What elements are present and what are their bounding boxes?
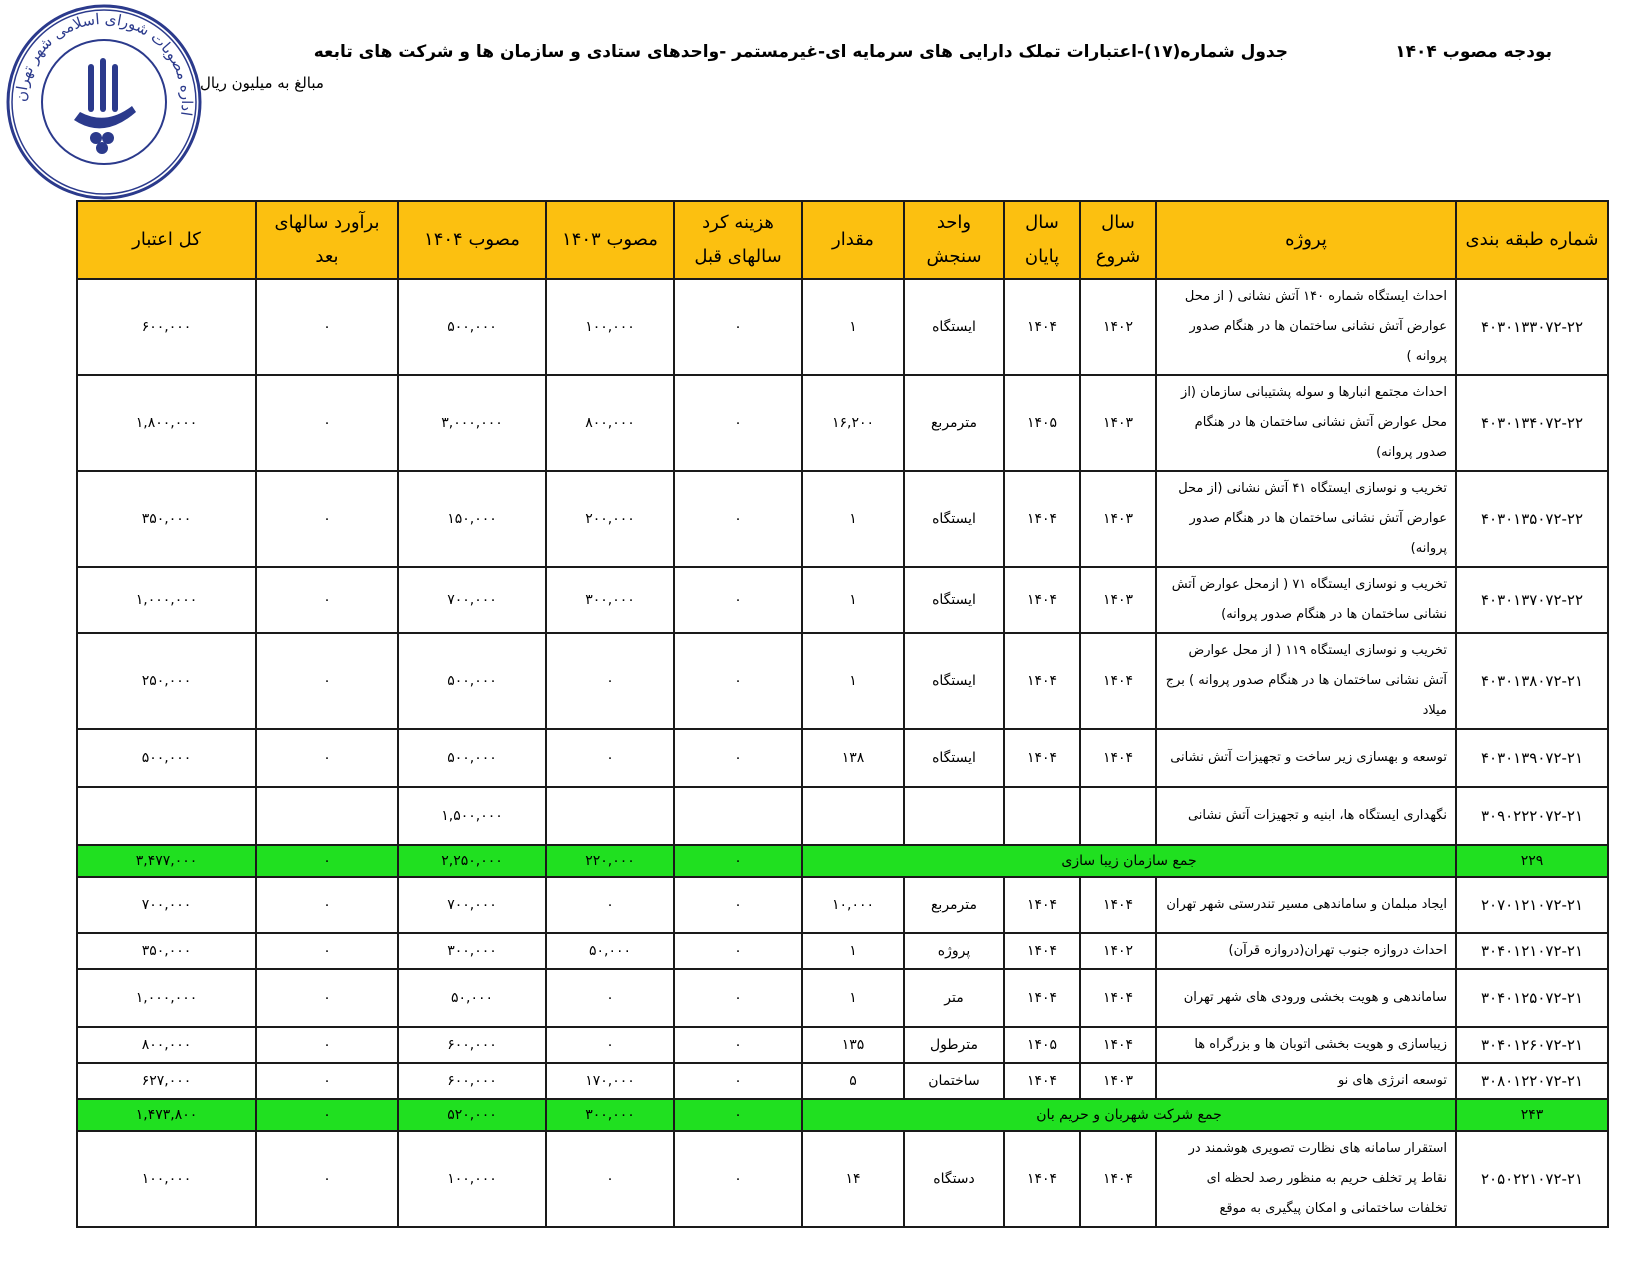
seal-emblem-icon xyxy=(74,58,136,154)
table-row xyxy=(77,375,1608,471)
classification-code: ۲۰۵۰۲۲۱۰۷۲-۲۱ xyxy=(1456,1131,1608,1227)
approved-1404: ۳,۰۰۰,۰۰۰ xyxy=(398,375,546,471)
table-row xyxy=(77,787,1608,845)
quantity: ۱ xyxy=(802,567,904,633)
approved-1403: ۰ xyxy=(546,1131,674,1227)
table-row xyxy=(77,567,1608,633)
classification-code: ۴۰۳۰۱۳۵۰۷۲-۲۲ xyxy=(1456,471,1608,567)
end-year: ۱۴۰۴ xyxy=(1004,471,1080,567)
prev-spending: ۰ xyxy=(674,933,802,969)
table-row xyxy=(77,633,1608,729)
start-year: ۱۴۰۳ xyxy=(1080,1063,1156,1099)
end-year: ۱۴۰۴ xyxy=(1004,633,1080,729)
approved-1404: ۵۰۰,۰۰۰ xyxy=(398,729,546,787)
measure-unit: مترمربع xyxy=(904,375,1004,471)
approved-1404: ۷۰۰,۰۰۰ xyxy=(398,567,546,633)
classification-code: ۴۰۳۰۱۳۸۰۷۲-۲۱ xyxy=(1456,633,1608,729)
project-name: احداث ایستگاه شماره ۱۴۰ آتش نشانی ( از محل عوارض آتش نشانی ساختمان ها در هنگام صدور پروانه ) xyxy=(1156,279,1456,375)
quantity: ۱۳۸ xyxy=(802,729,904,787)
start-year: ۱۴۰۴ xyxy=(1080,1131,1156,1227)
total-credit: ۱,۸۰۰,۰۰۰ xyxy=(77,375,256,471)
total-credit: ۸۰۰,۰۰۰ xyxy=(77,1027,256,1063)
start-year: ۱۴۰۴ xyxy=(1080,1027,1156,1063)
start-year: ۱۴۰۳ xyxy=(1080,567,1156,633)
approved-1403: ۰ xyxy=(546,729,674,787)
approved-1403: ۵۰,۰۰۰ xyxy=(546,933,674,969)
project-name: احداث دروازه جنوب تهران(دروازه قرآن) xyxy=(1156,933,1456,969)
classification-code: ۴۰۳۰۱۳۳۰۷۲-۲۲ xyxy=(1456,279,1608,375)
approved-1403: ۸۰۰,۰۰۰ xyxy=(546,375,674,471)
prev-spending: ۰ xyxy=(674,969,802,1027)
future-estimate: ۰ xyxy=(256,1099,398,1131)
column-header: سال پایان xyxy=(1004,201,1080,279)
future-estimate: ۰ xyxy=(256,567,398,633)
table-row xyxy=(77,729,1608,787)
project-name: ایجاد مبلمان و ساماندهی مسیر تندرستی شهر تهران xyxy=(1156,877,1456,933)
column-header: سال شروع xyxy=(1080,201,1156,279)
project-name: تخریب و نوسازی ایستگاه ۷۱ ( ازمحل عوارض آتش نشانی ساختمان ها در هنگام صدور پروانه) xyxy=(1156,567,1456,633)
quantity: ۱ xyxy=(802,969,904,1027)
classification-code: ۴۰۳۰۱۳۷۰۷۲-۲۲ xyxy=(1456,567,1608,633)
future-estimate: ۰ xyxy=(256,279,398,375)
classification-code: ۳۰۴۰۱۲۶۰۷۲-۲۱ xyxy=(1456,1027,1608,1063)
measure-unit: ساختمان xyxy=(904,1063,1004,1099)
approved-1403: ۰ xyxy=(546,633,674,729)
measure-unit: مترطول xyxy=(904,1027,1004,1063)
approved-1403: ۱۷۰,۰۰۰ xyxy=(546,1063,674,1099)
end-year: ۱۴۰۴ xyxy=(1004,279,1080,375)
approved-1404: ۶۰۰,۰۰۰ xyxy=(398,1027,546,1063)
subtotal-label: جمع سازمان زیبا سازی xyxy=(802,845,1456,877)
measure-unit: ایستگاه xyxy=(904,633,1004,729)
approved-1404: ۵۰۰,۰۰۰ xyxy=(398,279,546,375)
start-year: ۱۴۰۴ xyxy=(1080,633,1156,729)
end-year: ۱۴۰۴ xyxy=(1004,877,1080,933)
measure-unit: ایستگاه xyxy=(904,279,1004,375)
prev-spending: ۰ xyxy=(674,1027,802,1063)
total-credit: ۵۰۰,۰۰۰ xyxy=(77,729,256,787)
classification-code: ۴۰۳۰۱۳۴۰۷۲-۲۲ xyxy=(1456,375,1608,471)
page-title: جدول شماره(۱۷)-اعتبارات تملک دارایی های سرمایه ای-غیرمستمر -واحدهای ستادی و سازمان ها و شرکت های تابعه xyxy=(313,42,1288,62)
future-estimate: ۰ xyxy=(256,633,398,729)
measure-unit: پروژه xyxy=(904,933,1004,969)
classification-code: ۳۰۸۰۱۲۲۰۷۲-۲۱ xyxy=(1456,1063,1608,1099)
project-name: استقرار سامانه های نظارت تصویری هوشمند در نقاط پر تخلف حریم به منظور رصد لحظه ای تخلفات ساختمانی و امکان پیگیری به موقع xyxy=(1156,1131,1456,1227)
future-estimate: ۰ xyxy=(256,969,398,1027)
approved-1404: ۱,۵۰۰,۰۰۰ xyxy=(398,787,546,845)
table-row xyxy=(77,1027,1608,1063)
measure-unit: متر xyxy=(904,969,1004,1027)
start-year: ۱۴۰۳ xyxy=(1080,471,1156,567)
project-name: تخریب و نوسازی ایستگاه ۴۱ آتش نشانی (از محل عوارض آتش نشانی ساختمان ها در هنگام صدور پروانه) xyxy=(1156,471,1456,567)
quantity: ۱۰,۰۰۰ xyxy=(802,877,904,933)
classification-code: ۴۰۳۰۱۳۹۰۷۲-۲۱ xyxy=(1456,729,1608,787)
future-estimate: ۰ xyxy=(256,1131,398,1227)
quantity: ۱ xyxy=(802,279,904,375)
table-row xyxy=(77,471,1608,567)
start-year: ۱۴۰۳ xyxy=(1080,375,1156,471)
quantity: ۱۴ xyxy=(802,1131,904,1227)
total-credit xyxy=(77,787,256,845)
quantity: ۱۶,۲۰۰ xyxy=(802,375,904,471)
quantity xyxy=(802,787,904,845)
approved-1404: ۶۰۰,۰۰۰ xyxy=(398,1063,546,1099)
table-header-row xyxy=(77,201,1608,279)
future-estimate: ۰ xyxy=(256,845,398,877)
approved-1404: ۵۰۰,۰۰۰ xyxy=(398,633,546,729)
start-year: ۱۴۰۴ xyxy=(1080,729,1156,787)
measure-unit: ایستگاه xyxy=(904,471,1004,567)
total-credit: ۳,۴۷۷,۰۰۰ xyxy=(77,845,256,877)
measure-unit: ایستگاه xyxy=(904,729,1004,787)
prev-spending: ۰ xyxy=(674,279,802,375)
total-credit: ۱۰۰,۰۰۰ xyxy=(77,1131,256,1227)
project-name: ساماندهی و هویت بخشی ورودی های شهر تهران xyxy=(1156,969,1456,1027)
end-year: ۱۴۰۴ xyxy=(1004,729,1080,787)
total-credit: ۲۵۰,۰۰۰ xyxy=(77,633,256,729)
end-year: ۱۴۰۵ xyxy=(1004,375,1080,471)
quantity: ۱۳۵ xyxy=(802,1027,904,1063)
measure-unit: مترمربع xyxy=(904,877,1004,933)
seal-text: اداره مصوبات شورای اسلامی شهر تهران xyxy=(11,9,197,118)
approved-1404: ۱۰۰,۰۰۰ xyxy=(398,1131,546,1227)
total-credit: ۳۵۰,۰۰۰ xyxy=(77,933,256,969)
budget-table xyxy=(76,200,1609,1228)
start-year xyxy=(1080,787,1156,845)
total-credit: ۶۲۷,۰۰۰ xyxy=(77,1063,256,1099)
approved-1403: ۱۰۰,۰۰۰ xyxy=(546,279,674,375)
future-estimate: ۰ xyxy=(256,1063,398,1099)
table-row xyxy=(77,279,1608,375)
approved-1404: ۱۵۰,۰۰۰ xyxy=(398,471,546,567)
classification-code: ۳۰۹۰۲۲۲۰۷۲-۲۱ xyxy=(1456,787,1608,845)
quantity: ۵ xyxy=(802,1063,904,1099)
approved-1403 xyxy=(546,787,674,845)
classification-code: ۲۰۷۰۱۲۱۰۷۲-۲۱ xyxy=(1456,877,1608,933)
end-year: ۱۴۰۴ xyxy=(1004,567,1080,633)
approved-1403: ۰ xyxy=(546,969,674,1027)
measure-unit: دستگاه xyxy=(904,1131,1004,1227)
start-year: ۱۴۰۲ xyxy=(1080,933,1156,969)
approved-1403: ۲۰۰,۰۰۰ xyxy=(546,471,674,567)
classification-code: ۳۰۴۰۱۲۵۰۷۲-۲۱ xyxy=(1456,969,1608,1027)
approved-1403: ۳۰۰,۰۰۰ xyxy=(546,567,674,633)
end-year: ۱۴۰۴ xyxy=(1004,1131,1080,1227)
end-year: ۱۴۰۴ xyxy=(1004,1063,1080,1099)
total-credit: ۶۰۰,۰۰۰ xyxy=(77,279,256,375)
future-estimate: ۰ xyxy=(256,729,398,787)
total-credit: ۷۰۰,۰۰۰ xyxy=(77,877,256,933)
quantity: ۱ xyxy=(802,633,904,729)
project-name: احداث مجتمع انبارها و سوله پشتیبانی سازمان (از محل عوارض آتش نشانی ساختمان ها در هنگام صدور پروانه) xyxy=(1156,375,1456,471)
measure-unit xyxy=(904,787,1004,845)
prev-spending: ۰ xyxy=(674,845,802,877)
total-credit: ۱,۰۰۰,۰۰۰ xyxy=(77,567,256,633)
future-estimate: ۰ xyxy=(256,877,398,933)
approved-1404: ۲,۲۵۰,۰۰۰ xyxy=(398,845,546,877)
measure-unit: ایستگاه xyxy=(904,567,1004,633)
start-year: ۱۴۰۴ xyxy=(1080,877,1156,933)
approved-1404: ۵۲۰,۰۰۰ xyxy=(398,1099,546,1131)
future-estimate: ۰ xyxy=(256,471,398,567)
future-estimate: ۰ xyxy=(256,933,398,969)
future-estimate: ۰ xyxy=(256,375,398,471)
column-header: برآورد سالهای بعد xyxy=(256,201,398,279)
end-year: ۱۴۰۴ xyxy=(1004,969,1080,1027)
subtotal-label: جمع شرکت شهربان و حریم بان xyxy=(802,1099,1456,1131)
total-credit: ۳۵۰,۰۰۰ xyxy=(77,471,256,567)
table-row xyxy=(77,969,1608,1027)
classification-code: ۲۲۹ xyxy=(1456,845,1608,877)
table-row xyxy=(77,1063,1608,1099)
column-header: مقدار xyxy=(802,201,904,279)
table-row xyxy=(77,933,1608,969)
prev-spending: ۰ xyxy=(674,877,802,933)
column-header: هزینه کرد سالهای قبل xyxy=(674,201,802,279)
total-credit: ۱,۰۰۰,۰۰۰ xyxy=(77,969,256,1027)
column-header: مصوب ۱۴۰۴ xyxy=(398,201,546,279)
council-seal-stamp xyxy=(4,2,204,202)
total-credit: ۱,۴۷۳,۸۰۰ xyxy=(77,1099,256,1131)
start-year: ۱۴۰۴ xyxy=(1080,969,1156,1027)
project-name: توسعه و بهسازی زیر ساخت و تجهیزات آتش نشانی xyxy=(1156,729,1456,787)
end-year xyxy=(1004,787,1080,845)
column-header: واحد سنجش xyxy=(904,201,1004,279)
quantity: ۱ xyxy=(802,471,904,567)
end-year: ۱۴۰۴ xyxy=(1004,933,1080,969)
project-name: زیباسازی و هویت بخشی اتوبان ها و بزرگراه ها xyxy=(1156,1027,1456,1063)
column-header: پروژه xyxy=(1156,201,1456,279)
subtotal-row xyxy=(77,1099,1608,1131)
quantity: ۱ xyxy=(802,933,904,969)
classification-code: ۳۰۴۰۱۲۱۰۷۲-۲۱ xyxy=(1456,933,1608,969)
prev-spending xyxy=(674,787,802,845)
start-year: ۱۴۰۲ xyxy=(1080,279,1156,375)
column-header: مصوب ۱۴۰۳ xyxy=(546,201,674,279)
table-row xyxy=(77,877,1608,933)
column-header: شماره طبقه بندی xyxy=(1456,201,1608,279)
approved-1403: ۳۰۰,۰۰۰ xyxy=(546,1099,674,1131)
column-header: کل اعتبار xyxy=(77,201,256,279)
prev-spending: ۰ xyxy=(674,567,802,633)
project-name: تخریب و نوسازی ایستگاه ۱۱۹ ( از محل عوارض آتش نشانی ساختمان ها در هنگام صدور پروانه ) برج میلاد xyxy=(1156,633,1456,729)
prev-spending: ۰ xyxy=(674,1099,802,1131)
prev-spending: ۰ xyxy=(674,1063,802,1099)
future-estimate: ۰ xyxy=(256,1027,398,1063)
prev-spending: ۰ xyxy=(674,729,802,787)
prev-spending: ۰ xyxy=(674,1131,802,1227)
approved-1403: ۰ xyxy=(546,877,674,933)
project-name: توسعه انرژی های نو xyxy=(1156,1063,1456,1099)
approved-1403: ۰ xyxy=(546,1027,674,1063)
future-estimate xyxy=(256,787,398,845)
approved-1404: ۵۰,۰۰۰ xyxy=(398,969,546,1027)
table-row xyxy=(77,1131,1608,1227)
project-name: نگهداری ایستگاه ها، ابنیه و تجهیزات آتش نشانی xyxy=(1156,787,1456,845)
end-year: ۱۴۰۵ xyxy=(1004,1027,1080,1063)
budget-label: بودجه مصوب ۱۴۰۴ xyxy=(1395,42,1552,62)
subtotal-row xyxy=(77,845,1608,877)
approved-1404: ۷۰۰,۰۰۰ xyxy=(398,877,546,933)
prev-spending: ۰ xyxy=(674,633,802,729)
approved-1403: ۲۲۰,۰۰۰ xyxy=(546,845,674,877)
unit-note: مبالغ به میلیون ریال xyxy=(200,74,324,92)
classification-code: ۲۴۳ xyxy=(1456,1099,1608,1131)
prev-spending: ۰ xyxy=(674,471,802,567)
approved-1404: ۳۰۰,۰۰۰ xyxy=(398,933,546,969)
prev-spending: ۰ xyxy=(674,375,802,471)
